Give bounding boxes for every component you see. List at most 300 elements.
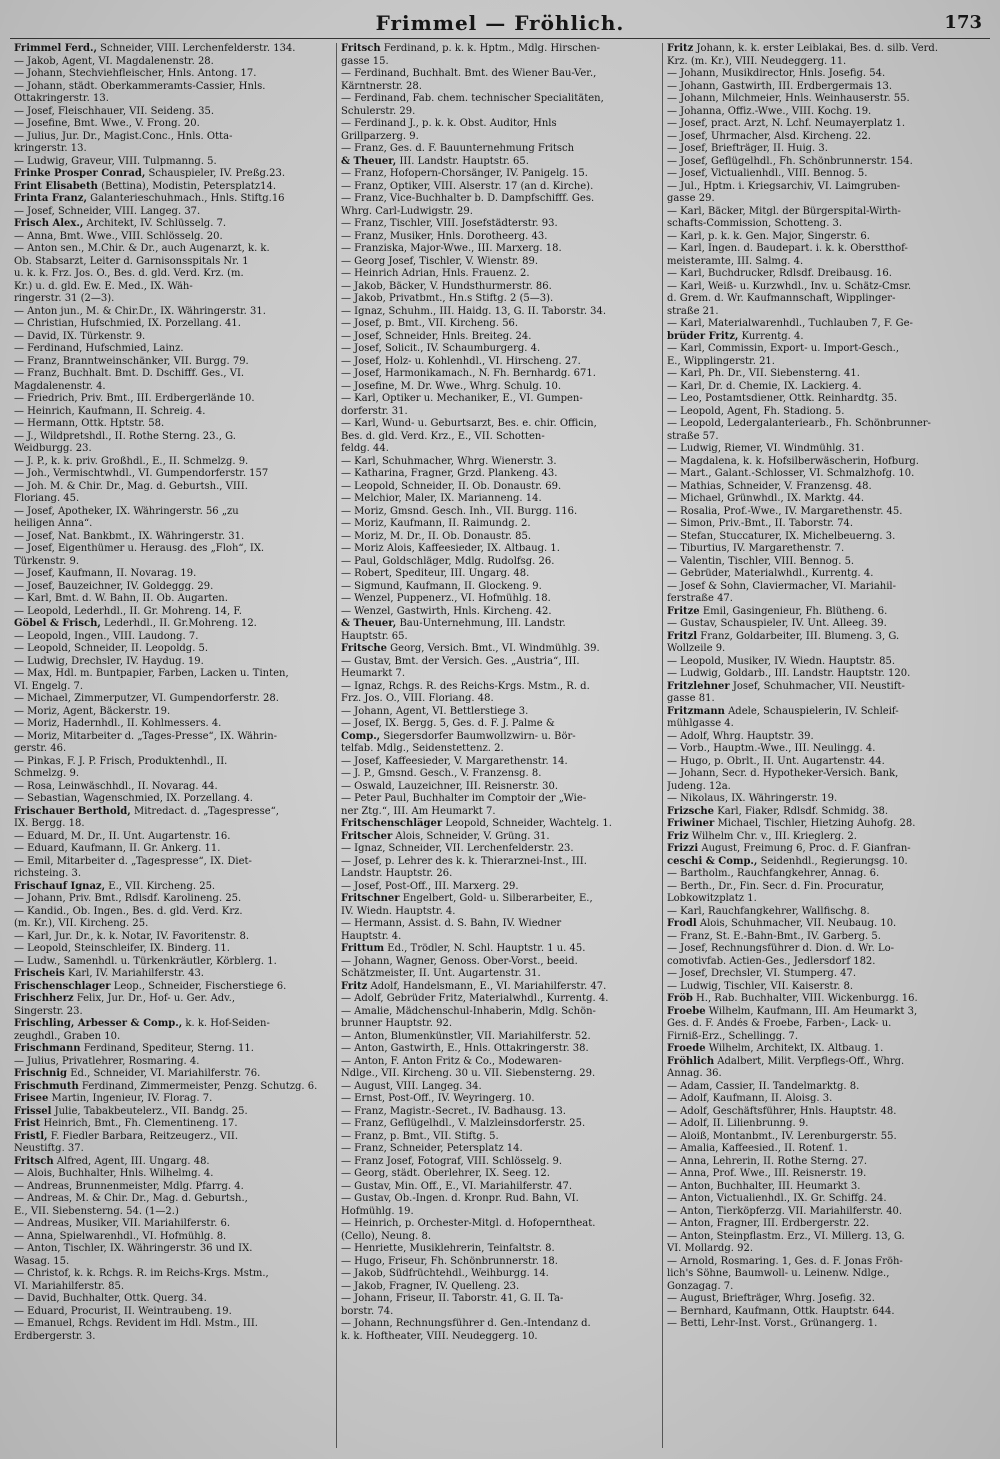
entry-text: Ottakringerstr. 13. (14, 93, 109, 104)
entry-text: — Kandid., Ob. Ingen., Bes. d. gld. Verd. Krz. (14, 905, 243, 917)
directory-entry (341, 1281, 658, 1294)
page-header (10, 8, 990, 39)
directory-entry (667, 356, 984, 369)
entry-text: — Vorb., Hauptm.-Wwe., III. Neulingg. 4. (667, 743, 876, 754)
directory-entry (667, 131, 984, 144)
directory-entry (341, 431, 658, 444)
directory-entry (667, 443, 984, 456)
directory-entry (341, 1193, 658, 1206)
directory-entry (14, 56, 332, 69)
entry-text: Krz. (m. Kr.), VIII. Neudeggerg. 11. (667, 55, 847, 67)
entry-text: Judeng. 12a. (667, 780, 731, 792)
entry-surname: Frischherz (14, 993, 74, 1004)
directory-entry (667, 231, 984, 244)
directory-entry (667, 756, 984, 769)
directory-entry (14, 1256, 332, 1269)
entry-text: Floriang. 45. (14, 493, 80, 504)
directory-entry (667, 731, 984, 744)
directory-entry (341, 881, 658, 894)
entry-text: — Moriz Alois, Kaffeesieder, IX. Altbaug. 1. (341, 543, 560, 554)
directory-entry (14, 1181, 332, 1194)
entry-text: — Johann, Agent, VI. Bettlerstiege 3. (341, 705, 529, 717)
directory-entry (341, 106, 658, 119)
entry-text: straße 57. (667, 430, 719, 442)
entry-surname: Fritschenschläger (341, 818, 443, 829)
directory-entry (14, 968, 332, 981)
directory-entry (341, 931, 658, 944)
directory-entry (341, 306, 658, 319)
entry-text: — Josefine, M. Dr. Wwe., Whrg. Schulg. 10. (341, 380, 562, 392)
entry-surname: Frizsche (667, 805, 715, 817)
directory-entry (667, 318, 984, 331)
entry-text: Adele, Schauspielerin, IV. Schleif- (728, 705, 899, 717)
directory-entry (341, 231, 658, 244)
directory-entry (667, 206, 984, 219)
directory-entry (14, 943, 332, 956)
entry-text: — Franz, p. Bmt., VII. Stiftg. 5. (341, 1130, 499, 1142)
entry-text: — Karl, Commissin, Export- u. Import-Gesch., (667, 343, 900, 354)
directory-entry (667, 643, 984, 656)
entry-text: — Ludwig, Goldarb., III. Landstr. Hauptstr. 120. (667, 668, 911, 679)
directory-entry (341, 68, 658, 81)
directory-entry (667, 418, 984, 431)
directory-entry (667, 818, 984, 831)
directory-entry (341, 968, 658, 981)
directory-entry (667, 556, 984, 569)
directory-entry (667, 1218, 984, 1231)
entry-text: — Anton, Buchhalter, III. Heumarkt 3. (667, 1180, 861, 1192)
directory-entry (667, 143, 984, 156)
directory-entry (667, 843, 984, 856)
directory-entry (667, 868, 984, 881)
entry-text: VI. Engelg. 7. (14, 680, 84, 692)
directory-entry (341, 668, 658, 681)
directory-entry (14, 1093, 332, 1106)
directory-entry (667, 456, 984, 469)
entry-text: — Johann, Milchmeier, Hnls. Weinhauserstr. 55. (667, 93, 910, 104)
directory-entry (14, 556, 332, 569)
directory-entry (14, 256, 332, 269)
directory-entry (341, 856, 658, 869)
entry-text: telfab. Mdlg., Seidenstettenz. 2. (341, 743, 504, 754)
entry-text: III. Landstr. Hauptstr. 65. (399, 155, 529, 167)
entry-text: Bes. d. gld. Verd. Krz., E., VII. Schotten- (341, 430, 545, 442)
entry-text: — Josef, Eigenthümer u. Herausg. des „Floh“, IX. (14, 543, 265, 554)
entry-text: — Jakob, Fragner, IV. Quelleng. 23. (341, 1280, 520, 1292)
directory-entry (341, 1243, 658, 1256)
directory-entry (14, 593, 332, 606)
directory-entry (14, 93, 332, 106)
directory-entry (341, 868, 658, 881)
entry-text: — Adolf, Gebrüder Fritz, Materialwhdl., Kurrentg. 4. (341, 993, 609, 1004)
entry-surname: Frinke Prosper Conrad, (14, 168, 146, 179)
entry-text: — Hugo, Friseur, Fh. Schönbrunnerstr. 18. (341, 1255, 558, 1267)
entry-text: — Gustav, Schauspieler, IV. Unt. Alleeg. 39. (667, 618, 887, 629)
directory-entry (14, 631, 332, 644)
directory-entry (341, 1168, 658, 1181)
directory-entry (341, 731, 658, 744)
entry-text: — Karl, Ingen. d. Baudepart. i. k. k. Oberstthof- (667, 243, 908, 254)
directory-entry (341, 606, 658, 619)
entry-text: — Franz Josef, Fotograf, VIII. Schlösselg. 9. (341, 1155, 563, 1167)
entry-text: Adolf, Handelsmann, E., VI. Mariahilferstr. 47. (370, 980, 607, 992)
entry-text: — Rosalia, Prof.-Wwe., IV. Margarethenstr. 45. (667, 505, 903, 517)
entry-text: Mitredact. d. „Tagespresse“, (133, 805, 279, 817)
entry-text: Hofmühlg. 19. (341, 1205, 414, 1217)
entry-text: — Gustav, Bmt. der Versich. Ges. „Austria“, III. (341, 655, 580, 667)
entry-text: — Andreas, Musiker, VII. Mariahilferstr. 6. (14, 1218, 231, 1229)
directory-entry (341, 718, 658, 731)
entry-text: Singerstr. 23. (14, 1005, 83, 1017)
entry-text: — Adam, Cassier, II. Tandelmarktg. 8. (667, 1080, 860, 1092)
entry-surname: Frizzi (667, 843, 699, 854)
entry-text: — Jakob, Agent, VI. Magdalenenstr. 28. (14, 55, 214, 67)
entry-text: — Christian, Hufschmied, IX. Porzellang. 41. (14, 318, 241, 329)
directory-entry (341, 331, 658, 344)
entry-text: — Valentin, Tischler, VIII. Bennog. 5. (667, 555, 855, 567)
directory-entry (341, 206, 658, 219)
entry-text: — Leopold, Ingen., VIII. Laudong. 7. (14, 630, 199, 642)
directory-entry (341, 56, 658, 69)
entry-surname: Comp., (341, 730, 381, 742)
directory-entry (341, 543, 658, 556)
directory-entry (667, 243, 984, 256)
directory-entry (667, 193, 984, 206)
entry-surname: Fritsche (341, 643, 387, 654)
entry-text: — Michael, Grünwhdl., IX. Marktg. 44. (667, 493, 865, 504)
directory-entry (667, 856, 984, 869)
entry-text: — Hermann, Ottk. Hptstr. 58. (14, 418, 165, 429)
directory-entry (14, 1043, 332, 1056)
entry-surname: Frischmann (14, 1043, 81, 1054)
directory-entry (667, 543, 984, 556)
entry-text: Grillparzerg. 9. (341, 130, 419, 142)
directory-entry (341, 1306, 658, 1319)
directory-entry (14, 743, 332, 756)
entry-text: — Karl, Ph. Dr., VII. Siebensterng. 41. (667, 368, 860, 379)
directory-entry (14, 393, 332, 406)
entry-text: Wilhelm, Architekt, IX. Altbaug. 1. (708, 1043, 884, 1054)
entry-text: heiligen Anna“. (14, 518, 93, 529)
entry-text: — Karl, Rauchfangkehrer, Wallfischg. 8. (667, 905, 870, 917)
entry-surname: Frischling, Arbesser & Comp., (14, 1018, 183, 1029)
entry-text: Wasag. 15. (14, 1255, 70, 1267)
entry-text: — Anna, Bmt. Wwe., VIII. Schlösselg. 20. (14, 230, 223, 242)
entry-text: — Adolf, II. Lilienbrunng. 9. (667, 1118, 809, 1129)
entry-text: E., VII. Siebensterng. 54. (1—2.) (14, 1205, 179, 1217)
entry-text: Ges. d. F. Andés & Froebe, Farben-, Lack- u. (667, 1018, 892, 1029)
directory-entry (667, 1168, 984, 1181)
entry-text: Schmelzg. 9. (14, 768, 80, 779)
entry-text: richsteing. 3. (14, 868, 82, 879)
entry-text: — Josef, Schneider, Hnls. Breiteg. 24. (341, 330, 532, 342)
directory-entry (341, 293, 658, 306)
directory-entry (14, 156, 332, 169)
directory-entry (667, 118, 984, 131)
entry-text: — Ludwig, Riemer, VI. Windmühlg. 31. (667, 443, 865, 454)
directory-entry (341, 1206, 658, 1219)
entry-text: Engelbert, Gold- u. Silberarbeiter, E., (402, 893, 593, 904)
entry-text: E., VII. Kircheng. 25. (108, 880, 216, 892)
entry-text: Ed., Trödler, N. Schl. Hauptstr. 1 u. 45. (387, 943, 586, 954)
directory-entry (667, 1143, 984, 1156)
entry-surname: Friwiner (667, 818, 715, 829)
directory-entry (341, 506, 658, 519)
entry-text: — Henriette, Musiklehrerin, Teinfaltstr. 8. (341, 1243, 555, 1254)
entry-text: — Julius, Jur. Dr., Magist.Conc., Hnls. Otta- (14, 130, 233, 142)
entry-text: — Leopold, Musiker, IV. Wiedn. Hauptstr. 85. (667, 655, 895, 667)
directory-entry (341, 643, 658, 656)
directory-entry (14, 68, 332, 81)
entry-text: — Sigmund, Kaufmann, II. Glockeng. 9. (341, 580, 542, 592)
directory-entry (14, 981, 332, 994)
directory-entry (14, 1193, 332, 1206)
directory-entry (341, 918, 658, 931)
entry-text: Ed., Schneider, VI. Mariahilferstr. 76. (70, 1068, 261, 1079)
directory-entry (667, 1068, 984, 1081)
directory-entry (341, 818, 658, 831)
directory-entry (667, 693, 984, 706)
directory-entry (667, 1081, 984, 1094)
directory-entry (14, 706, 332, 719)
directory-entry (341, 368, 658, 381)
entry-text: August, Freimung 6, Proc. d. F. Gianfran- (701, 843, 911, 854)
entry-text: mühlgasse 4. (667, 718, 734, 729)
entry-text: — Anton, Blumenkünstler, VII. Mariahilferstr. 52. (341, 1030, 591, 1042)
entry-text: — Ignaz, Schneider, VII. Lerchenfelderstr. 23. (341, 843, 574, 854)
entry-text: Schulerstr. 29. (341, 105, 416, 117)
entry-surname: Fröb (667, 993, 693, 1004)
entry-text: — Josef, IX. Bergg. 5, Ges. d. F. J. Palme & (341, 718, 555, 729)
entry-text: lich's Söhne, Baumwoll- u. Leinenw. Ndlge., (667, 1268, 890, 1279)
directory-entry (341, 456, 658, 469)
directory-entry (341, 756, 658, 769)
directory-entry (14, 1118, 332, 1131)
directory-entry (667, 943, 984, 956)
entry-text: IX. Bergg. 18. (14, 818, 85, 829)
entry-text: Michael, Tischler, Hietzing Auhofg. 28. (717, 818, 916, 829)
entry-text: — Karl, Dr. d. Chemie, IX. Lackierg. 4. (667, 380, 862, 392)
entry-surname: Fritscher (341, 830, 393, 842)
entry-text: k. k. Hof-Seiden- (185, 1018, 270, 1029)
directory-entry (14, 1131, 332, 1144)
directory-entry (14, 1231, 332, 1244)
entry-surname: Frint Elisabeth (14, 180, 98, 192)
directory-entry (14, 193, 332, 206)
directory-entry (341, 1006, 658, 1019)
directory-entry (14, 906, 332, 919)
entry-surname: ceschi & Comp., (667, 855, 758, 867)
entry-text: — Karl, Schuhmacher, Whrg. Wienerstr. 3. (341, 455, 557, 467)
entry-text: — J. P., Gmsnd. Gesch., V. Franzensg. 8. (341, 768, 542, 779)
directory-entry (14, 1218, 332, 1231)
directory-entry (667, 1231, 984, 1244)
directory-entry (341, 131, 658, 144)
entry-text: Gonzagag. 7. (667, 1280, 734, 1292)
entry-surname: Frischauer Berthold, (14, 805, 131, 817)
entry-text: Johann, k. k. erster Leiblakai, Bes. d. silb. Verd. (696, 43, 938, 54)
entry-text: — Franz, Ges. d. F. Bauunternehmung Fritsch (341, 143, 575, 154)
entry-text: VI. Mariahilferstr. 85. (14, 1280, 124, 1292)
entry-surname: Frischenschlager (14, 980, 111, 992)
entry-text: — Gebrüder, Materialwhdl., Kurrentg. 4. (667, 568, 874, 579)
entry-text: — Franz, Musiker, Hnls. Dorotheerg. 43. (341, 230, 548, 242)
entry-text: — Leopold, Steinschleifer, IX. Binderg. 11. (14, 943, 230, 954)
entry-text: — Anton sen., M.Chir. & Dr., auch Augenarzt, k. k. (14, 243, 270, 254)
directory-entry (14, 1081, 332, 1094)
entry-text: — Adolf, Whrg. Hauptstr. 39. (667, 730, 814, 742)
entry-surname: Fritsch (341, 43, 381, 54)
entry-text: — Ignaz, Rchgs. R. des Reichs-Krgs. Mstm., R. d. (341, 680, 590, 692)
directory-entry (341, 1056, 658, 1069)
entry-text: dorferstr. 31. (341, 405, 408, 417)
directory-entry (14, 481, 332, 494)
entry-text: — Ferdinand, Hufschmied, Lainz. (14, 343, 184, 354)
directory-entry (667, 631, 984, 644)
entry-text: Siegersdorfer Baumwollzwirn- u. Bör- (383, 730, 576, 742)
entry-text: — Franz, Hofopern-Chorsänger, IV. Panigelg. 15. (341, 168, 588, 179)
entry-text: — Michael, Zimmerputzer, VI. Gumpendorferstr. 28. (14, 693, 279, 704)
directory-entry (14, 218, 332, 231)
entry-text: — Paul, Goldschläger, Mdlg. Rudolfsg. 26. (341, 555, 555, 567)
entry-text: — Moriz, Kaufmann, II. Raimundg. 2. (341, 518, 531, 529)
directory-entry (14, 406, 332, 419)
entry-text: — Josef, Apotheker, IX. Währingerstr. 56 „zu (14, 505, 239, 517)
directory-entry (667, 768, 984, 781)
directory-entry (14, 1018, 332, 1031)
entry-text: — Karl, Wund- u. Geburtsarzt, Bes. e. chir. Officin, (341, 418, 597, 429)
directory-entry (667, 493, 984, 506)
entry-text: meisteramte, III. Salmg. 4. (667, 255, 804, 267)
directory-entry (667, 781, 984, 794)
directory-entry (341, 793, 658, 806)
entry-text: — Joh., Vermischtwhdl., VI. Gumpendorferstr. 157 (14, 468, 269, 479)
directory-entry (667, 43, 984, 56)
entry-text: — Franz, Schneider, Petersplatz 14. (341, 1143, 523, 1154)
directory-entry (667, 918, 984, 931)
entry-text: — Friedrich, Priv. Bmt., III. Erdbergerlände 10. (14, 393, 255, 404)
directory-entry (667, 718, 984, 731)
entry-text: — Franz, Optiker, VIII. Alserstr. 17 (an d. Kirche). (341, 180, 594, 192)
directory-entry (667, 1256, 984, 1269)
directory-entry (341, 631, 658, 644)
entry-surname: Fristl, (14, 1130, 48, 1142)
entry-text: — Hermann, Assist. d. S. Bahn, IV. Wiedner (341, 918, 562, 929)
entry-text: — Anna, Lehrerin, II. Rothe Sterng. 27. (667, 1155, 868, 1167)
directory-entry (14, 368, 332, 381)
entry-text: Martin, Ingenieur, IV. Florag. 7. (51, 1093, 213, 1104)
entry-text: — Johann, Wagner, Genoss. Ober-Vorst., beeid. (341, 955, 578, 967)
directory-entry (667, 1056, 984, 1069)
entry-text: — Eduard, Procurist, II. Weintraubeng. 19. (14, 1305, 232, 1317)
entry-text: — Johanna, Offiz.-Wwe., VIII. Kochg. 19. (667, 105, 872, 117)
directory-entry (341, 893, 658, 906)
entry-text: Alois, Schneider, V. Grüng. 31. (395, 830, 550, 842)
directory-entry (341, 256, 658, 269)
directory-entry (341, 218, 658, 231)
entry-text: F. Fiedler Barbara, Reitzeugerz., VII. (50, 1130, 239, 1142)
directory-entry (667, 1243, 984, 1256)
entry-text: — Simon, Priv.-Bmt., II. Taborstr. 74. (667, 518, 854, 529)
entry-text: — Amalie, Mädchenschul-Inhaberin, Mdlg. Schön- (341, 1005, 596, 1017)
directory-entry (14, 793, 332, 806)
directory-entry (667, 1268, 984, 1281)
entry-text: — Leopold, Ledergalanteriearb., Fh. Schönbrunner- (667, 418, 931, 429)
directory-entry (667, 1181, 984, 1194)
directory-entry (14, 243, 332, 256)
entry-text: — Amalia, Kaffeesied., II. Rotenf. 1. (667, 1143, 848, 1154)
directory-entry (667, 518, 984, 531)
entry-text: — Jakob, Südfrüchtehdl., Weihburgg. 14. (341, 1268, 549, 1279)
directory-entry (14, 618, 332, 631)
entry-text: — Franz, Buchhalt. Bmt. D. Dschifff. Ges., VI. (14, 368, 245, 379)
entry-text: — Johann, Stechviehfleischer, Hnls. Antong. 17. (14, 68, 257, 79)
directory-entry (341, 343, 658, 356)
entry-text: ner Ztg.“, III. Am Heumarkt 7. (341, 805, 496, 817)
directory-entry (341, 1218, 658, 1231)
entry-text: Franz, Goldarbeiter, III. Blumeng. 3, G. (700, 630, 900, 642)
entry-text: — Magdalena, k. k. Hofsilberwäscherin, Hofburg. (667, 455, 919, 467)
entry-text: — Nikolaus, IX. Währingerstr. 19. (667, 793, 838, 804)
entry-text: — Leopold, Agent, Fh. Stadiong. 5. (667, 405, 845, 417)
directory-entry (667, 1006, 984, 1019)
entry-text: comotivfab. Actien-Ges., Jedlersdorf 182. (667, 955, 876, 967)
entry-text: — Georg, städt. Oberlehrer, IX. Seeg. 12. (341, 1168, 550, 1179)
directory-entry (341, 743, 658, 756)
entry-text: — Moriz, Gmsnd. Gesch. Inh., VII. Burgg. 116. (341, 505, 578, 517)
entry-text: — Ferdinand J., p. k. k. Obst. Auditor, Hnls (341, 118, 557, 129)
directory-entry (667, 1306, 984, 1319)
directory-entry (14, 843, 332, 856)
directory-entry (667, 681, 984, 694)
directory-entry (667, 468, 984, 481)
directory-entry (341, 168, 658, 181)
entry-text: — Karl, Materialwarenhdl., Tuchlauben 7, F. Ge- (667, 318, 913, 329)
entry-text: — Ludwig, Tischler, VII. Kaiserstr. 8. (667, 980, 854, 992)
entry-text: — Berth., Dr., Fin. Secr. d. Fin. Procuratur, (667, 880, 885, 892)
entry-text: — Josef, Post-Off., III. Marxerg. 29. (341, 880, 519, 892)
entry-text: — Bernhard, Kaufmann, Ottk. Hauptstr. 644. (667, 1305, 895, 1317)
directory-entry (341, 493, 658, 506)
directory-entry (667, 743, 984, 756)
directory-entry (14, 718, 332, 731)
directory-entry (667, 256, 984, 269)
directory-entry (14, 543, 332, 556)
entry-text: gasse 15. (341, 55, 389, 67)
entry-surname: Frimmel Ferd., (14, 43, 97, 54)
entry-text: — Josef, Bauzeichner, IV. Goldeggg. 29. (14, 580, 214, 592)
directory-entry (14, 431, 332, 444)
entry-text: Annag. 36. (667, 1068, 722, 1079)
entry-text: — Leopold, Lederhdl., II. Gr. Mohreng. 14, F. (14, 605, 242, 617)
directory-entry (341, 318, 658, 331)
directory-entry (14, 1268, 332, 1281)
entry-text: brunner Hauptstr. 92. (341, 1018, 453, 1029)
entry-text: — Anton, F. Anton Fritz & Co., Modewaren- (341, 1055, 562, 1067)
entry-text: Landstr. Hauptstr. 26. (341, 868, 453, 879)
directory-entry (14, 831, 332, 844)
entry-surname: Fritze (667, 605, 700, 617)
entry-text: — Josef, Geflügelhdl., Fh. Schönbrunnerstr. 154. (667, 155, 913, 167)
entry-text: — Anna, Spielwarenhdl., VI. Hofmühlg. 8. (14, 1230, 227, 1242)
directory-entry (14, 1068, 332, 1081)
entry-text: Wilhelm Chr. v., III. Krieglerg. 2. (691, 830, 857, 842)
directory-entry (667, 1093, 984, 1106)
directory-entry (14, 1031, 332, 1044)
entry-surname: Frisee (14, 1093, 49, 1104)
directory-entry (14, 1281, 332, 1294)
directory-entry (667, 581, 984, 594)
